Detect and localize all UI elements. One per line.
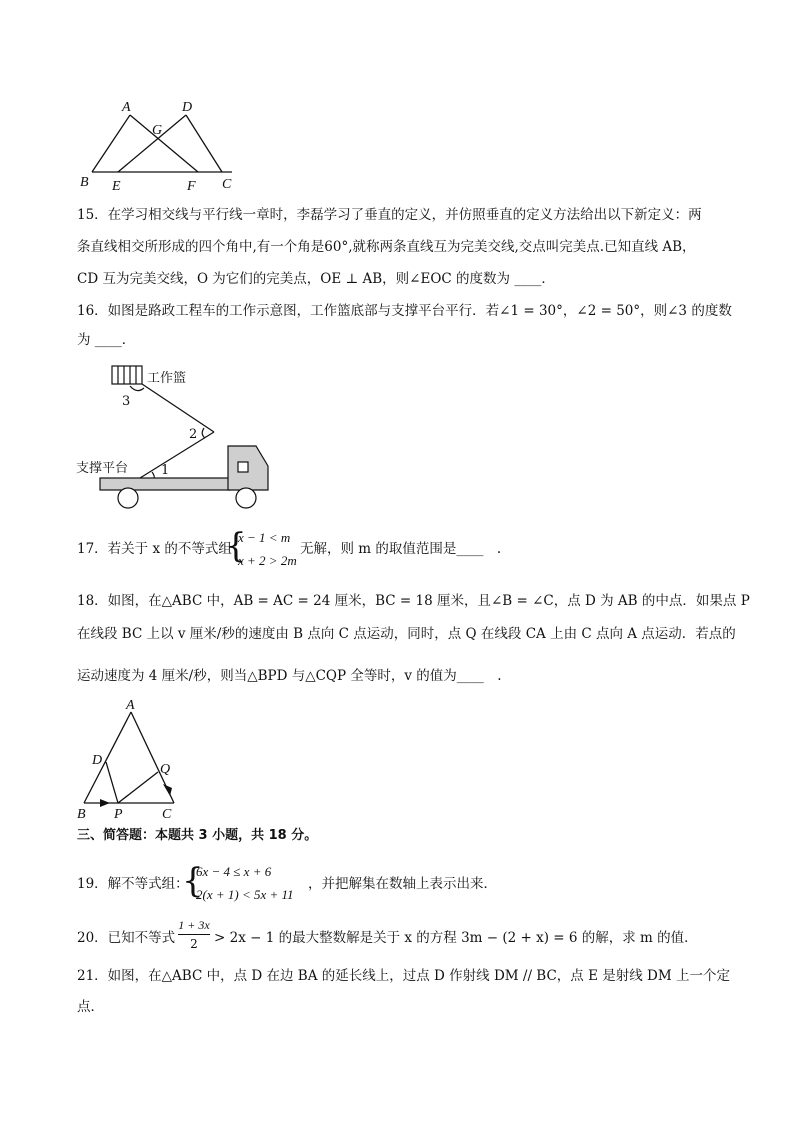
q17-eq2: x + 2 > 2m [238,553,297,568]
q20-prefix: 20．已知不等式 [77,930,176,946]
q20-numerator: 1 + 3x [178,918,210,932]
fig16-basket-label: 工作篮 [147,371,187,386]
fig18-label-P: P [114,807,123,822]
q19-prefix: 19．解不等式组： [77,876,189,892]
q17-brace: { [225,526,247,566]
fig16-angle-3: 3 [122,394,131,409]
q19-suffix: ，并把解集在数轴上表示出来． [308,876,497,892]
fig15-label-F: F [187,179,196,194]
q17-suffix: 无解，则 m 的取值范围是____ . [300,541,502,557]
q18-line3: 运动速度为 4 厘米/秒，则当△BPD 与△CQP 全等时，v 的值为____ . [77,668,502,684]
q21-line2: 点． [77,999,104,1015]
q17-eq1: x − 1 < m [238,530,291,545]
q15-line2: 条直线相交所形成的四个角中,有一个角是60°,就称两条直线互为完美交线,交点叫完美点.已知直线 AB， [77,239,696,255]
fig15-label-E: E [112,179,121,194]
fig15-label-D: D [182,100,193,115]
fig16-platform-label: 支撑平台 [76,461,129,476]
fig18-label-Q: Q [160,762,171,777]
q17-prefix: 17．若关于 x 的不等式组 [77,541,232,557]
q20-denominator: 2 [190,937,198,951]
fig15-label-C: C [222,177,232,192]
fig18-label-D: D [92,753,103,768]
fig15-label-B: B [80,175,89,190]
fig16-angle-2: 2 [189,427,198,442]
q20-fraction-bar [178,934,210,935]
q18-line1: 18．如图，在△ABC 中，AB = AC = 24 厘米，BC = 18 厘米，且∠B = ∠C，点 D 为 AB 的中点．如果点 P [77,593,750,609]
q16-line1: 16．如图是路政工程车的工作示意图，工作篮底部与支撑平台平行．若∠1 = 30°，∠2 = 50°，则∠3 的度数 [77,303,732,319]
fig18-label-A: A [126,698,135,713]
q19-eq1: 6x − 4 ≤ x + 6 [196,864,272,879]
q18-line2: 在线段 BC 上以 v 厘米/秒的速度由 B 点向 C 点运动，同时，点 Q 在线段 CA 上由 C 点向 A 点运动．若点的 [77,626,736,642]
q21-line1: 21．如图，在△ABC 中，点 D 在边 BA 的延长线上，过点 D 作射线 DM // BC，点 E 是射线 DM 上一个定 [77,968,730,984]
fig18-label-B: B [77,807,86,822]
section-3-heading: 三、简答题：本题共 3 小题，共 18 分。 [77,828,318,843]
q15-line1: 15．在学习相交线与平行线一章时，李磊学习了垂直的定义，并仿照垂直的定义方法给出以下新定义：两 [77,207,702,223]
q16-line2: 为 ____． [77,332,136,348]
fig15-label-A: A [122,100,131,115]
q20-suffix: > 2x − 1 的最大整数解是关于 x 的方程 3m − (2 + x) = 6 的解，求 m 的值． [214,930,698,946]
q15-line3: CD 互为完美交线，O 为它们的完美点，OE ⊥ AB，则∠EOC 的度数为 ____． [77,271,555,287]
fig18-label-C: C [162,807,172,822]
fig15-label-G: G [152,123,163,138]
q19-brace: { [182,861,204,901]
q19-eq2: 2(x + 1) < 5x + 11 [196,887,294,902]
fig16-angle-1: 1 [161,463,170,478]
